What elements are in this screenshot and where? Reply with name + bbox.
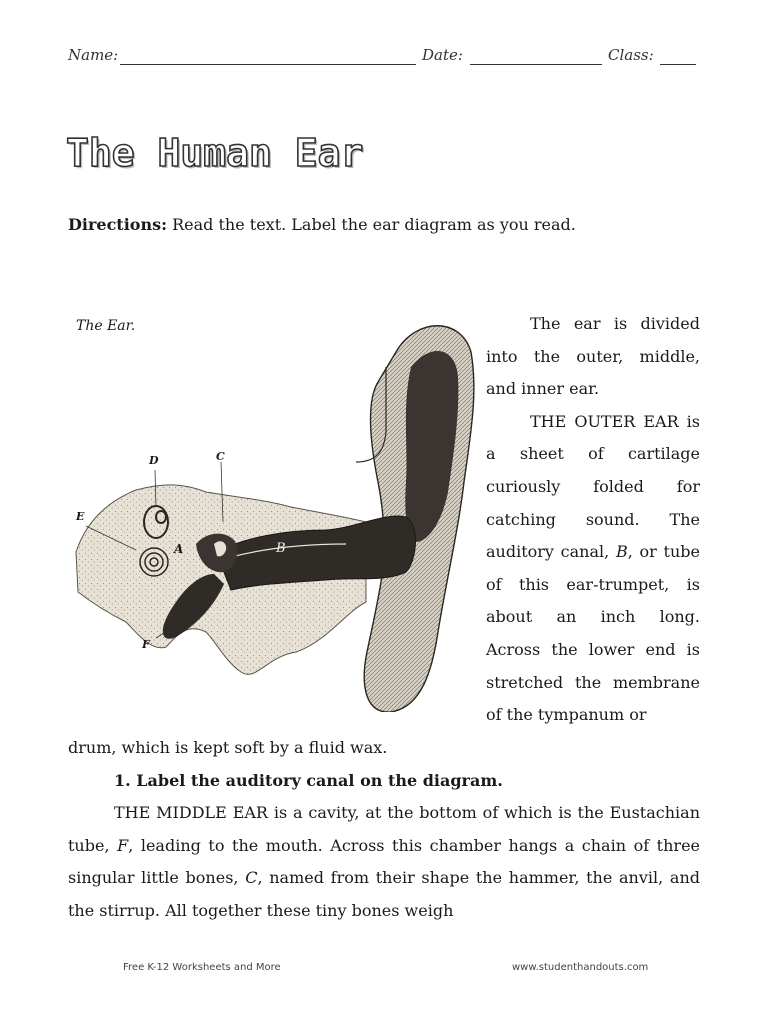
- label-a: A: [174, 542, 184, 556]
- ear-illustration: [66, 312, 476, 712]
- diagram-caption: The Ear.: [76, 318, 136, 334]
- footer-right[interactable]: www.studenthandouts.com: [512, 962, 649, 973]
- outer-ear-column: [486, 308, 700, 732]
- directions: [68, 215, 576, 234]
- outer-ear-heading: THE OUTER EAR: [530, 411, 679, 431]
- label-e: E: [76, 510, 85, 523]
- outer-ear-letter-b: B: [615, 542, 628, 562]
- intro-paragraph: The ear is divided into the outer, middle, and inner ear.: [486, 314, 700, 399]
- footer-left: Free K-12 Worksheets and More: [123, 962, 281, 973]
- date-field[interactable]: [470, 64, 602, 65]
- question-1: 1. Label the auditory canal on the diagram.: [114, 770, 503, 790]
- label-f: F: [142, 638, 150, 651]
- name-field[interactable]: [120, 64, 416, 65]
- middle-ear-paragraph: [68, 797, 700, 927]
- header-fields: [68, 46, 700, 70]
- continuation-line: drum, which is kept soft by a fluid wax.: [68, 738, 388, 757]
- directions-text: Read the text. Label the ear diagram as you read.: [172, 215, 576, 234]
- date-label: Date:: [422, 46, 463, 64]
- label-d: D: [149, 454, 159, 467]
- class-field[interactable]: [660, 64, 696, 65]
- label-c: C: [216, 450, 225, 463]
- middle-ear-text-3: , named from their shape the hammer, the anvil, and the stirrup. All together these tiny bones weigh: [68, 868, 701, 920]
- page-title: The Human Ear: [66, 131, 364, 175]
- outer-ear-text-2: , or tube of this ear-trumpet, is about an inch long. Across the lower end is stretched the membrane of the tympanum or: [486, 542, 700, 725]
- class-label: Class:: [608, 46, 654, 64]
- outer-ear-text-1: is a sheet of cartilage curiously folded for catching sound. The auditory canal,: [486, 411, 700, 562]
- middle-ear-text-2: , leading to the mouth. Across this chamber hangs a chain of three singular little bones,: [68, 835, 701, 888]
- label-b: B: [276, 541, 286, 556]
- directions-label: Directions:: [68, 215, 167, 234]
- name-label: Name:: [68, 46, 119, 64]
- middle-ear-text-1: THE MIDDLE EAR is a cavity, at the bottom of which is the Eustachian tube,: [68, 803, 700, 855]
- middle-ear-letter-f: F: [117, 835, 129, 855]
- body-text: [68, 732, 700, 928]
- middle-ear-letter-c: C: [245, 868, 258, 888]
- ear-diagram: [66, 312, 476, 712]
- outer-ear-paragraph: [486, 406, 700, 732]
